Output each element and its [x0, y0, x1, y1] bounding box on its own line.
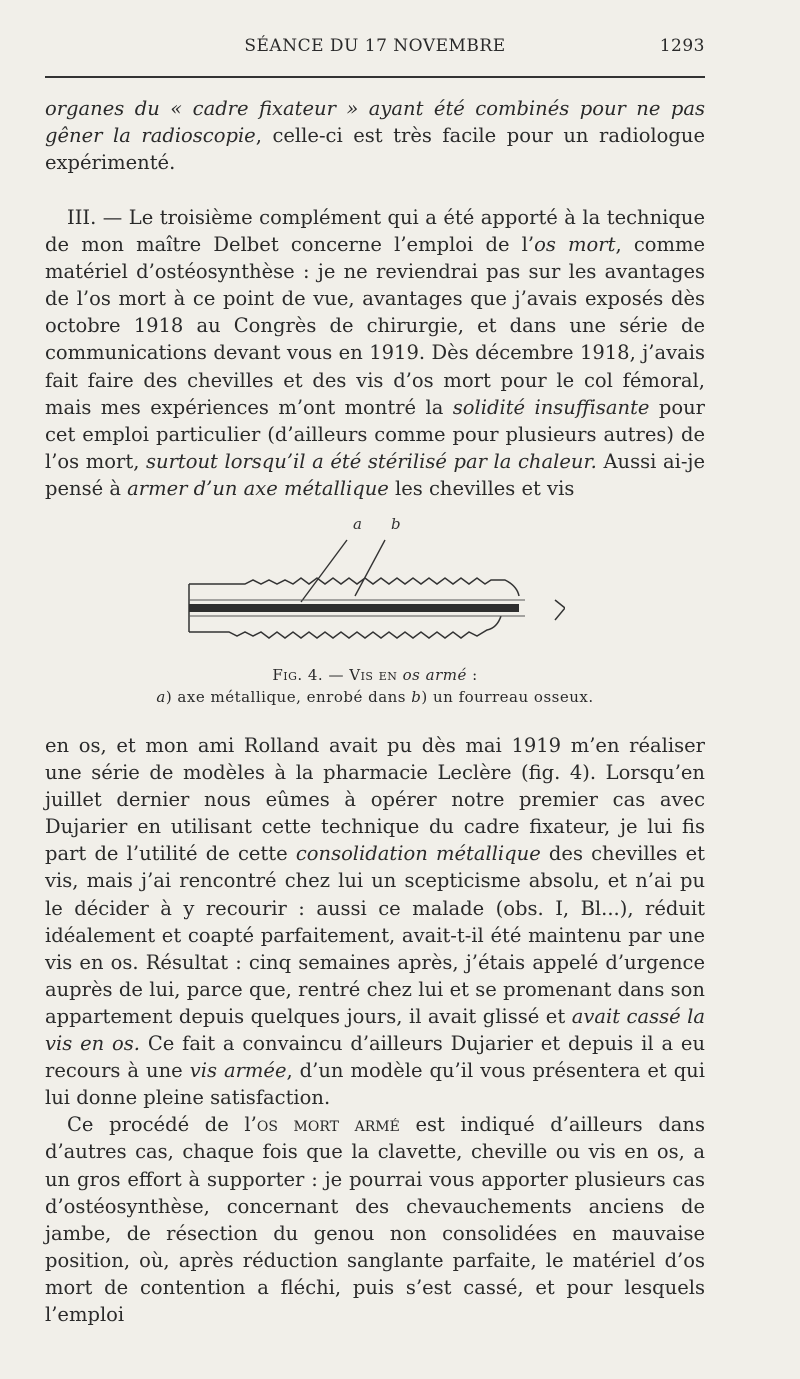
- figure-caption: [45, 664, 705, 708]
- header-title: SÉANCE DU 17 NOVEMBRE: [244, 36, 506, 56]
- para1-text: , celle-ci est très facile pour un radiologue expérimenté.: [45, 124, 705, 175]
- para1-italic: organes du « cadre fixateur » ayant été combinés pour ne pas gêner la radioscopie: [45, 97, 705, 148]
- caption-a: a: [156, 688, 166, 706]
- para2-italic-4: armer d’un axe métallique: [127, 476, 389, 500]
- paragraph-4: [45, 1111, 705, 1328]
- para3-italic-3: vis armée: [189, 1059, 287, 1083]
- caption-colon: :: [466, 666, 478, 684]
- paragraph-3: [45, 732, 705, 1328]
- paragraph-2: [45, 204, 705, 502]
- running-header: [45, 36, 705, 64]
- metal-axis: [189, 604, 519, 612]
- label-b: b: [391, 515, 401, 533]
- label-a: a: [353, 515, 362, 533]
- para2-text-2: , comme matériel d’ostéosynthèse : je ne reviendrai pas sur les avantages de l’os mort à ce point de vue, avantages que j’avais exposés dès octobre 1918 au Congrès de chirurgie, et dans une série de communications devant vous en 1919. Dès décembre 1918, j’avais fait faire des chevilles et des vis d’os mort pour le col fémoral, mais mes expériences m’ont montré la: [45, 233, 705, 419]
- figure-4-armed-screw: [185, 512, 565, 662]
- para3-italic-2: avait cassé la vis en os.: [45, 1004, 706, 1056]
- caption-italic: os armé: [402, 666, 467, 684]
- pointer-line-a: [301, 540, 347, 602]
- caption-fig-label: Fig. 4. — Vis en: [272, 666, 403, 684]
- para3-text-4: , d’un modèle qu’il vous présentera et qui lui donne pleine satisfaction.: [45, 1059, 705, 1110]
- caption-b: b: [411, 688, 422, 706]
- para4-smallcaps: os mort armé: [256, 1113, 400, 1137]
- para2-italic-2: solidité insuffisante: [452, 395, 650, 419]
- caption-line-2: [45, 686, 705, 708]
- para2-text-5: les chevilles et vis: [388, 476, 575, 500]
- paragraph-1: [45, 95, 705, 176]
- para2-text-4: Aussi ai-je pensé à: [45, 449, 706, 500]
- para2-italic-1: os mort: [534, 233, 616, 257]
- pointer-line-b: [355, 540, 385, 596]
- para3-text-2: des chevilles et vis, mais j’ai rencontré chez lui un scepticisme absolu, et n’ai pu le décider à y recourir : aussi ce malade (obs. I, Bl...), réduit idéalement et coapté parfaitement, avait-t-il été maintenu par une vis en os. Résultat : cinq semaines après, j’étais appelé d’urgence auprès de lui, parce que, rentré chez lui et se promenant dans son appartement depuis quelques jours, il avait glissé et: [45, 842, 705, 1028]
- sheath-top-thread: [189, 578, 519, 596]
- caption-line-1: [45, 664, 705, 686]
- para2-italic-3: surtout lorsqu’il a été stérilisé par la chaleur.: [146, 449, 597, 473]
- para3-text-1: en os, et mon ami Rolland avait pu dès mai 1919 m’en réaliser une série de modèles à la pharmacie Leclère (fig. 4). Lorsqu’en juillet dernier nous eûmes à opérer notre premier cas avec Dujarier en utilisant cette technique du cadre fixateur, je lui fis part de l’utilité de cette: [45, 734, 705, 866]
- para3-italic-1: consolidation métallique: [295, 842, 541, 866]
- para4-text-2: est indiqué d’ailleurs dans d’autres cas, chaque fois que la clavette, cheville ou vis en os, a un gros effort à supporter : je pourrai vous apporter plusieurs cas d’ostéosynthèse, concernant des chevauchements anciens de jambe, de résection du genou non consolidées en mauvaise position, où, après réduction sanglante parfaite, le matériel d’os mort de contention a fléchi, puis s’est cassé, et pour lesquels l’emploi: [45, 1113, 705, 1326]
- header-rule: [45, 76, 705, 78]
- sheath-bottom-thread: [189, 616, 501, 638]
- armed-screw-diagram: [185, 512, 565, 662]
- page-number: 1293: [659, 36, 705, 56]
- para2-text-3: pour cet emploi particulier (d’ailleurs comme pour plusieurs autres) de l’os mort,: [45, 395, 705, 473]
- sheath-tip: [555, 600, 565, 620]
- caption-text-1: ) axe métallique, enrobé dans: [165, 688, 412, 706]
- caption-text-2: ) un fourreau osseux.: [421, 688, 594, 706]
- para3-text-3: Ce fait a convaincu d’ailleurs Dujarier et depuis il a eu recours à une: [45, 1032, 706, 1083]
- para4-text-1: Ce procédé de l’: [67, 1113, 257, 1137]
- para2-text-1: III. — Le troisième complément qui a été apporté à la technique de mon maître Delbet concerne l’emploi de l’: [45, 206, 705, 257]
